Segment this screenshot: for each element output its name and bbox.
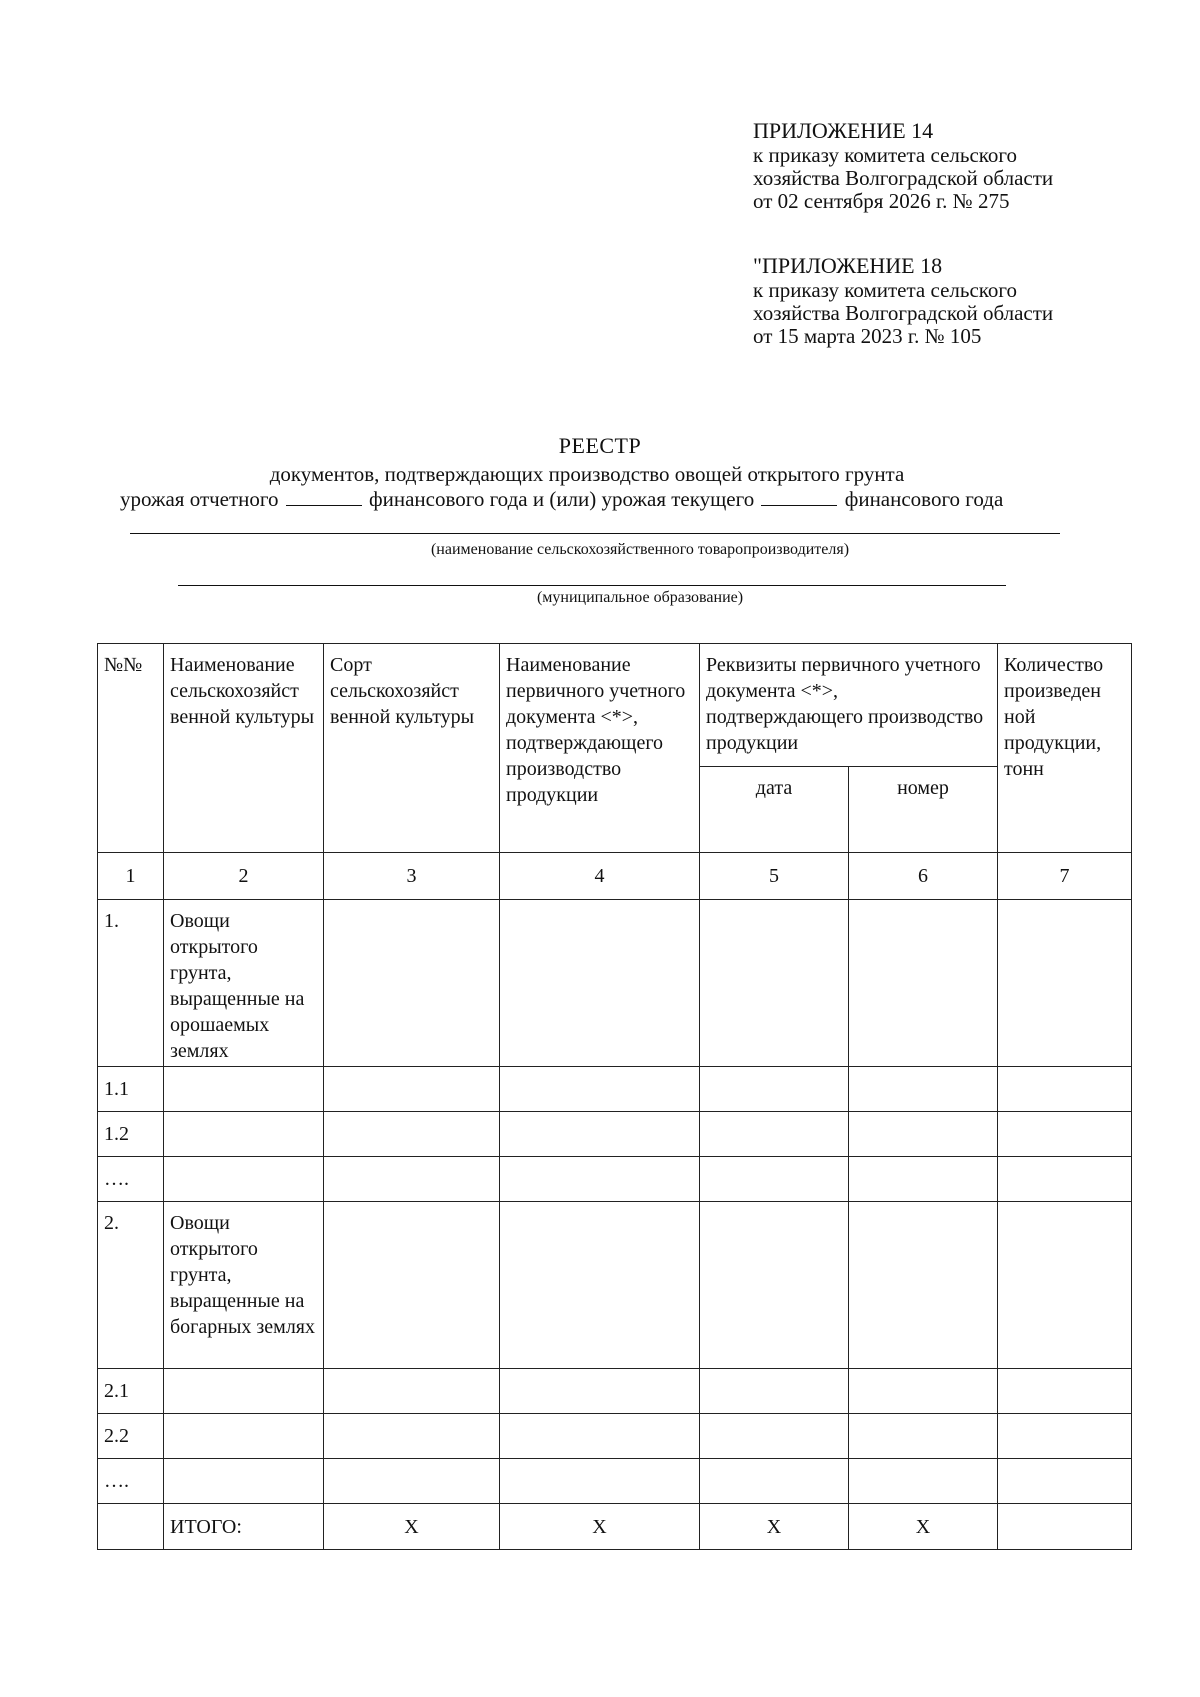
- row-name: [164, 1414, 324, 1459]
- years-text-c: финансового года: [844, 487, 1004, 511]
- table-row: [98, 1157, 1132, 1202]
- header-quantity: Количество произведен ной продукции, тонн: [998, 644, 1132, 853]
- municipality-caption: (муниципальное образование): [536, 589, 744, 606]
- years-text-a: урожая отчетного: [120, 487, 279, 511]
- header-number: номер: [849, 767, 998, 853]
- total-num-cell: [98, 1504, 164, 1550]
- registry-table: [97, 643, 1132, 1550]
- current-year-blank: [761, 487, 837, 506]
- row-cell: [324, 1369, 500, 1414]
- row-cell: [849, 1157, 998, 1202]
- column-number: 1: [98, 853, 164, 900]
- row-cell: [849, 900, 998, 1067]
- row-cell: [849, 1414, 998, 1459]
- total-quantity-cell: [998, 1504, 1132, 1550]
- row-cell: [998, 1112, 1132, 1157]
- row-cell: [998, 1202, 1132, 1369]
- table-row: [98, 1112, 1132, 1157]
- producer-name-line: [130, 533, 1060, 534]
- header-variety: Сорт сельскохозяйст венной культуры: [324, 644, 500, 853]
- total-date-x: X: [700, 1504, 849, 1550]
- row-cell: [324, 1112, 500, 1157]
- row-cell: [500, 1459, 700, 1504]
- row-cell: [324, 900, 500, 1067]
- table-row: [98, 1202, 1132, 1369]
- row-cell: [700, 1067, 849, 1112]
- row-num: ….: [98, 1157, 164, 1202]
- header-date: дата: [700, 767, 849, 853]
- municipality-line: [178, 585, 1006, 586]
- row-cell: [998, 1157, 1132, 1202]
- table-header-row: [98, 644, 1132, 767]
- row-cell: [849, 1067, 998, 1112]
- document-subtitle-years: [120, 487, 1003, 512]
- document-subtitle: документов, подтверждающих производство овощей открытого грунта: [269, 462, 905, 486]
- table-row: [98, 900, 1132, 1067]
- row-name: Овощи открытого грунта, выращенные на орошаемых землях: [164, 900, 324, 1067]
- row-cell: [324, 1414, 500, 1459]
- appendix-14-line2: хозяйства Волгоградской области: [753, 166, 1054, 190]
- row-cell: [500, 900, 700, 1067]
- row-name: Овощи открытого грунта, выращенные на богарных землях: [164, 1202, 324, 1369]
- row-cell: [998, 1067, 1132, 1112]
- header-doc-details: Реквизиты первичного учетного документа <*>, подтверждающего производство продукции: [700, 644, 998, 767]
- row-cell: [500, 1369, 700, 1414]
- column-number-row: [98, 853, 1132, 900]
- total-label: ИТОГО:: [164, 1504, 324, 1550]
- table-row: [98, 1067, 1132, 1112]
- appendix-14-title: ПРИЛОЖЕНИЕ 14: [753, 118, 934, 143]
- row-cell: [700, 900, 849, 1067]
- row-cell: [500, 1157, 700, 1202]
- total-number-x: X: [849, 1504, 998, 1550]
- row-num: 2.1: [98, 1369, 164, 1414]
- document-title: РЕЕСТР: [558, 433, 642, 458]
- row-name: [164, 1157, 324, 1202]
- table-row: [98, 1414, 1132, 1459]
- table-row: [98, 1369, 1132, 1414]
- row-cell: [998, 900, 1132, 1067]
- producer-caption: (наименование сельскохозяйственного товаропроизводителя): [430, 541, 850, 558]
- row-cell: [998, 1369, 1132, 1414]
- row-num: 1.: [98, 900, 164, 1067]
- row-cell: [500, 1414, 700, 1459]
- row-cell: [998, 1414, 1132, 1459]
- header-doc-name: Наименование первичного учетного документа <*>, подтверждающего производство продукции: [500, 644, 700, 853]
- row-cell: [700, 1459, 849, 1504]
- appendix-18-title: "ПРИЛОЖЕНИЕ 18: [753, 253, 943, 278]
- header-crop-name: Наименование сельскохозяйст венной культуры: [164, 644, 324, 853]
- row-cell: [700, 1112, 849, 1157]
- row-cell: [500, 1202, 700, 1369]
- column-number: 2: [164, 853, 324, 900]
- row-name: [164, 1067, 324, 1112]
- row-cell: [324, 1202, 500, 1369]
- row-cell: [849, 1112, 998, 1157]
- row-cell: [849, 1369, 998, 1414]
- column-number: 4: [500, 853, 700, 900]
- row-name: [164, 1459, 324, 1504]
- appendix-14-block: [753, 118, 1053, 213]
- row-cell: [700, 1202, 849, 1369]
- total-variety-x: X: [324, 1504, 500, 1550]
- row-name: [164, 1112, 324, 1157]
- column-number: 3: [324, 853, 500, 900]
- appendix-14-line1: к приказу комитета сельского: [753, 143, 1018, 167]
- row-num: 2.: [98, 1202, 164, 1369]
- table-row: [98, 1459, 1132, 1504]
- row-num: 1.1: [98, 1067, 164, 1112]
- row-cell: [700, 1157, 849, 1202]
- appendix-18-block: [753, 253, 1053, 348]
- row-cell: [998, 1459, 1132, 1504]
- column-number: 5: [700, 853, 849, 900]
- years-text-b: финансового года и (или) урожая текущего: [369, 487, 755, 511]
- row-num: ….: [98, 1459, 164, 1504]
- appendix-18-line1: к приказу комитета сельского: [753, 278, 1018, 302]
- row-cell: [700, 1414, 849, 1459]
- total-row: [98, 1504, 1132, 1550]
- header-num: №№: [98, 644, 164, 853]
- column-number: 6: [849, 853, 998, 900]
- appendix-14-line3: от 02 сентября 2026 г. № 275: [753, 189, 1010, 213]
- appendix-18-line3: от 15 марта 2023 г. № 105: [753, 324, 982, 348]
- column-number: 7: [998, 853, 1132, 900]
- row-cell: [324, 1157, 500, 1202]
- row-cell: [700, 1369, 849, 1414]
- row-name: [164, 1369, 324, 1414]
- row-cell: [324, 1067, 500, 1112]
- row-num: 2.2: [98, 1414, 164, 1459]
- reporting-year-blank: [286, 487, 362, 506]
- row-cell: [849, 1459, 998, 1504]
- total-doc-name-x: X: [500, 1504, 700, 1550]
- appendix-18-line2: хозяйства Волгоградской области: [753, 301, 1054, 325]
- row-cell: [849, 1202, 998, 1369]
- row-num: 1.2: [98, 1112, 164, 1157]
- row-cell: [500, 1112, 700, 1157]
- row-cell: [324, 1459, 500, 1504]
- row-cell: [500, 1067, 700, 1112]
